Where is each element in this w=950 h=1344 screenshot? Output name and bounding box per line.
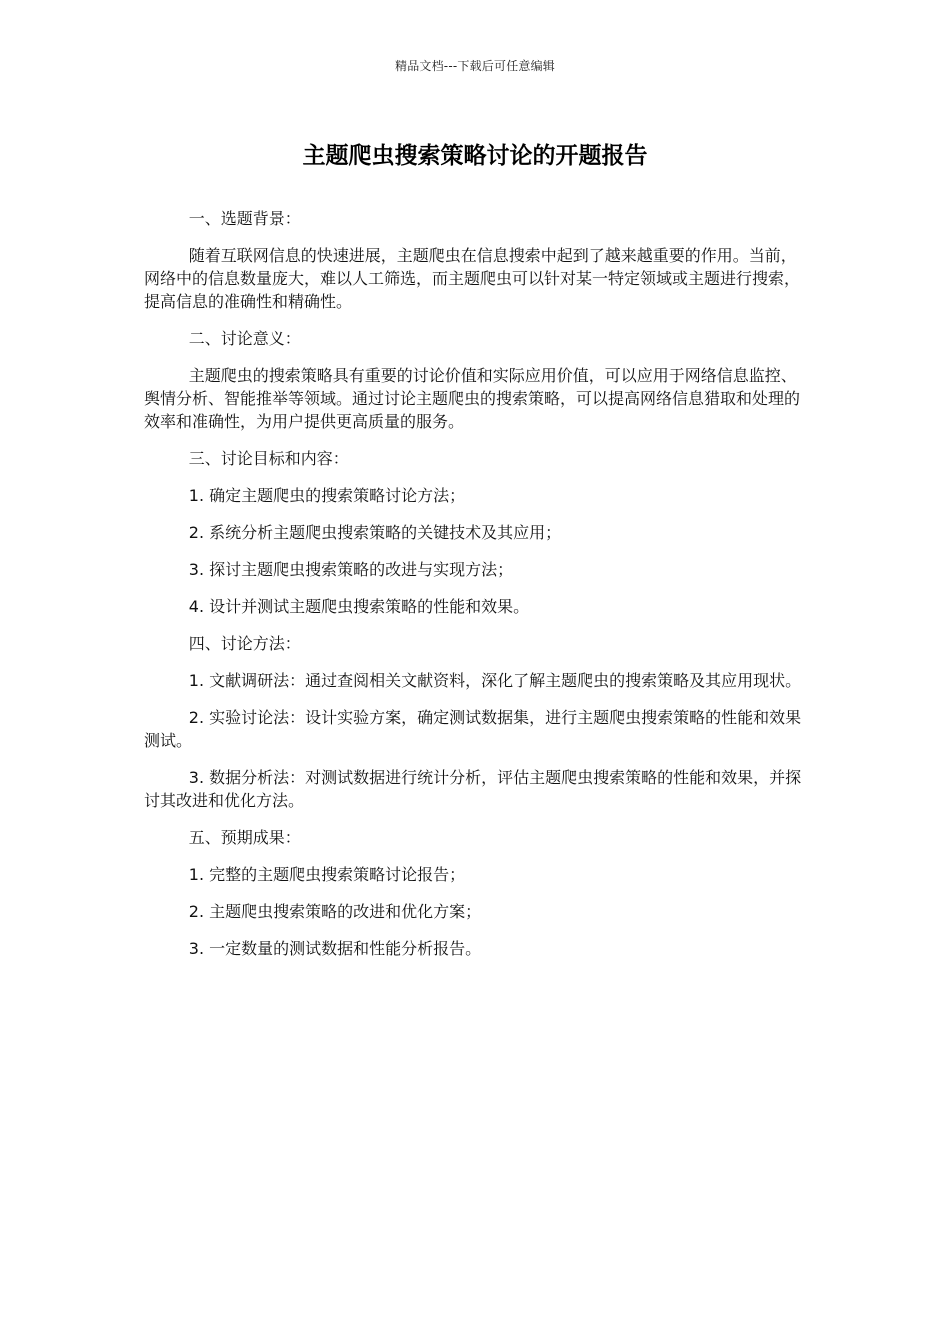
goal-item: 2. 系统分析主题爬虫搜索策略的关键技术及其应用； [188,523,562,542]
outcome-item: 1. 完整的主题爬虫搜索策略讨论报告； [188,865,466,884]
section-heading-outcomes: 五、预期成果： [188,828,301,847]
section-heading-goals: 三、讨论目标和内容： [188,449,349,468]
section-text-significance: 主题爬虫的搜索策略具有重要的讨论价值和实际应用价值，可以应用于网络信息监控、舆情分析、智能推举等领域。通过讨论主题爬虫的搜索策略，可以提高网络信息猎取和处理的效率和准确性，为用户提供更高质量的服务。 [144,366,801,431]
section-heading-methods: 四、讨论方法： [188,634,301,653]
section-text-background: 随着互联网信息的快速进展，主题爬虫在信息搜索中起到了越来越重要的作用。当前，网络中的信息数量庞大，难以人工筛选，而主题爬虫可以针对某一特定领域或主题进行搜索，提高信息的准确性和精确性。 [144,246,801,311]
method-item: 3. 数据分析法：对测试数据进行统计分析，评估主题爬虫搜索策略的性能和效果，并探讨其改进和优化方法。 [144,768,802,810]
method-item: 2. 实验讨论法：设计实验方案，确定测试数据集，进行主题爬虫搜索策略的性能和效果测试。 [144,708,802,750]
header-note: 精品文档---下载后可任意编辑 [395,59,555,73]
outcome-item: 3. 一定数量的测试数据和性能分析报告。 [188,939,482,958]
goal-item: 1. 确定主题爬虫的搜索策略讨论方法； [188,486,466,505]
goal-item: 4. 设计并测试主题爬虫搜索策略的性能和效果。 [188,597,530,616]
goal-item: 3. 探讨主题爬虫搜索策略的改进与实现方法； [188,560,514,579]
section-heading-background: 一、选题背景： [188,209,301,228]
document-title: 主题爬虫搜索策略讨论的开题报告 [302,143,648,169]
document-body [144,207,806,974]
outcome-item: 2. 主题爬虫搜索策略的改进和优化方案； [188,902,482,921]
method-item: 1. 文献调研法：通过查阅相关文献资料，深化了解主题爬虫的搜索策略及其应用现状。 [188,671,802,690]
section-heading-significance: 二、讨论意义： [188,329,301,348]
